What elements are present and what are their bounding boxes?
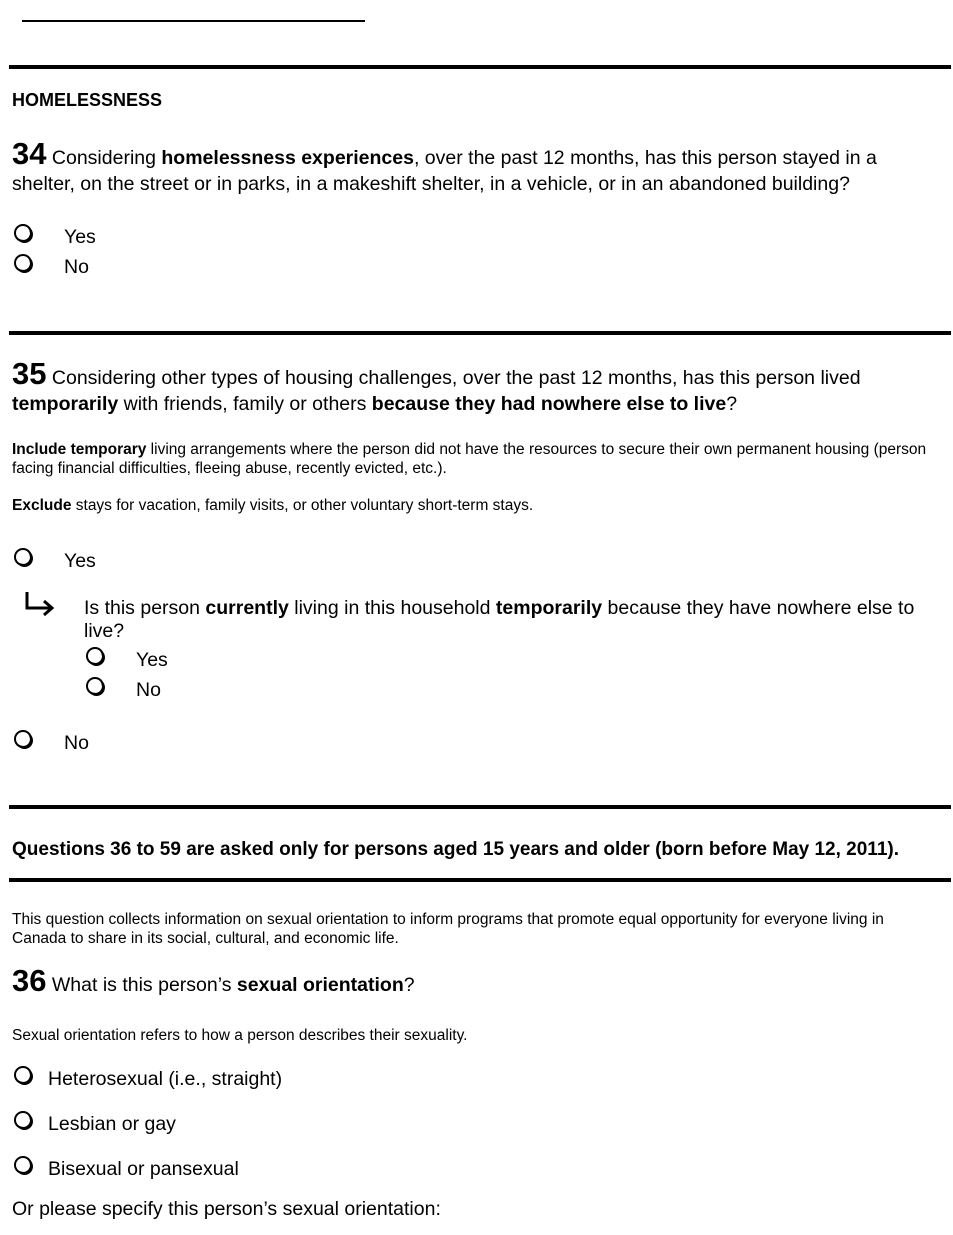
q35-sub-no-radio[interactable]	[86, 677, 104, 695]
section-divider	[9, 805, 951, 809]
q36-note: Sexual orientation refers to how a person describes their sexuality.	[12, 1027, 468, 1044]
q36-specify-label: Or please specify this person’s sexual orientation:	[12, 1198, 441, 1220]
q34-no-radio[interactable]	[14, 254, 32, 272]
q34-yes-label: Yes	[64, 226, 96, 248]
question-36: 36 What is this person’s sexual orientation?	[12, 963, 415, 998]
q36-bisexual-radio[interactable]	[14, 1156, 32, 1174]
skip-arrow-icon	[24, 590, 56, 618]
question-number: 35	[12, 356, 47, 391]
q36-lesbian-gay-label: Lesbian or gay	[48, 1113, 176, 1135]
section-divider	[9, 331, 951, 335]
q35-no-label: No	[64, 732, 89, 754]
q35-exclude-note: Exclude stays for vacation, family visits, or other voluntary short-term stays.	[12, 497, 534, 514]
q35-yes-radio[interactable]	[14, 548, 32, 566]
question-number: 34	[12, 136, 47, 171]
q34-yes-radio[interactable]	[14, 224, 32, 242]
question-35: 35 Considering other types of housing challenges, over the past 12 months, has this person lived temporarily with friends, family or others because they had nowhere else to live?	[12, 356, 861, 415]
section-divider	[9, 878, 951, 882]
question-34: 34 Considering homelessness experiences, over the past 12 months, has this person stayed in a shelter, on the street or in parks, in a makeshift shelter, in a vehicle, or in an abandoned building?	[12, 136, 877, 195]
q35-sub-yes-label: Yes	[136, 649, 168, 671]
q36-lesbian-gay-radio[interactable]	[14, 1111, 32, 1129]
age-eligibility-banner: Questions 36 to 59 are asked only for persons aged 15 years and older (born before May 12, 2011).	[12, 839, 899, 860]
section-divider	[9, 65, 951, 69]
signature-line	[22, 20, 365, 22]
q35-sub-yes-radio[interactable]	[86, 647, 104, 665]
q36-heterosexual-radio[interactable]	[14, 1066, 32, 1084]
question-number: 36	[12, 963, 47, 998]
q34-no-label: No	[64, 256, 89, 278]
section-title: HOMELESSNESS	[12, 90, 163, 110]
q36-bisexual-label: Bisexual or pansexual	[48, 1158, 239, 1180]
q36-heterosexual-label: Heterosexual (i.e., straight)	[48, 1068, 283, 1090]
q35-subquestion: Is this person currently living in this household temporarily because they have nowhere else to live?	[84, 597, 915, 642]
q36-intro: This question collects information on sexual orientation to inform programs that promote equal opportunity for everyone living in Canada to share in its social, cultural, and economic life.	[12, 911, 884, 947]
q35-yes-label: Yes	[64, 550, 96, 572]
q35-no-radio[interactable]	[14, 730, 32, 748]
q35-include-note: Include temporary living arrangements where the person did not have the resources to secure their own permanent housing (person facing financial difficulties, fleeing abuse, recently evicted, etc.).	[12, 441, 927, 477]
q35-sub-no-label: No	[136, 679, 161, 701]
